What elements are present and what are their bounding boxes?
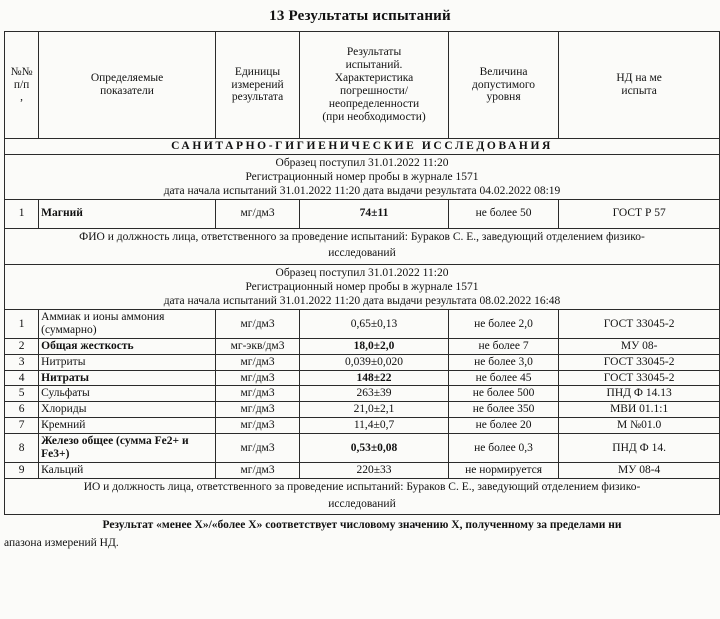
cell-unit: мг/дм3 (215, 310, 299, 339)
cell-unit: мг/дм3 (215, 418, 299, 434)
cell-limit: не более 3,0 (448, 354, 558, 370)
cell-nd: ПНД Ф 14. (559, 434, 720, 463)
cell-limit: не более 7 (448, 338, 558, 354)
cell-number: 7 (5, 418, 39, 434)
cell-nd: ГОСТ 33045-2 (559, 354, 720, 370)
table-row (5, 463, 720, 479)
column-header-limit (448, 32, 558, 139)
cell-indicator: Аммиак и ионы аммония (суммарно) (39, 310, 216, 339)
cell-number: 1 (5, 199, 39, 228)
cell-unit: мг-экв/дм3 (215, 338, 299, 354)
footnote (4, 515, 720, 551)
header-lim-line2: допустимого (472, 78, 536, 91)
cell-limit: не нормируется (448, 463, 558, 479)
table-header (5, 32, 720, 139)
cell-limit: не более 45 (448, 370, 558, 386)
test-dates-2: дата начала испытаний 31.01.2022 11:20 дата выдачи результата 08.02.2022 16:48 (163, 295, 561, 308)
header-num-line3: , (20, 91, 23, 104)
cell-unit: мг/дм3 (215, 370, 299, 386)
header-unit-line1: Единицы (234, 65, 281, 78)
header-num-line2: п/п (13, 78, 30, 91)
column-header-units (215, 32, 299, 139)
test-dates-1: дата начала испытаний 31.01.2022 11:20 дата выдачи результата 04.02.2022 08:19 (163, 184, 561, 197)
footnote-line1: Результат «менее Х»/«более Х» соответствует числовому значению Х, полученному за пределами ни (102, 519, 622, 532)
responsible-person-row-2 (5, 478, 720, 514)
cell-limit: не более 500 (448, 386, 558, 402)
responsible-line2: исследований (328, 247, 396, 260)
cell-result: 220±33 (300, 463, 449, 479)
page-title: 13 Результаты испытаний (269, 8, 451, 24)
table-row (5, 434, 720, 463)
table-row (5, 199, 720, 228)
table-body (5, 139, 720, 515)
cell-number: 5 (5, 386, 39, 402)
cell-number: 1 (5, 310, 39, 339)
responsible-line2: исследований (328, 497, 396, 510)
sample-meta-row-1 (5, 154, 720, 199)
cell-unit: мг/дм3 (215, 402, 299, 418)
cell-nd: МВИ 01.1:1 (559, 402, 720, 418)
registration-number-2: Регистрационный номер пробы в журнале 1571 (245, 281, 479, 294)
results-table (4, 31, 720, 515)
header-res-line5: неопределенности (328, 97, 420, 110)
cell-result: 21,0±2,1 (300, 402, 449, 418)
responsible-person-row-1 (5, 228, 720, 264)
cell-nd: МУ 08-4 (559, 463, 720, 479)
cell-indicator: Общая жесткость (39, 338, 216, 354)
header-unit-line3: результата (231, 91, 284, 104)
cell-indicator: Железо общее (сумма Fe2+ и Fe3+) (39, 434, 216, 463)
cell-limit: не более 20 (448, 418, 558, 434)
header-res-line1: Результаты (346, 46, 402, 59)
cell-result: 18,0±2,0 (300, 338, 449, 354)
cell-result: 74±11 (300, 199, 449, 228)
table-row (5, 338, 720, 354)
cell-indicator: Кремний (39, 418, 216, 434)
table-row (5, 386, 720, 402)
cell-nd: ГОСТ 33045-2 (559, 370, 720, 386)
cell-result: 263±39 (300, 386, 449, 402)
header-num-line1: №№ (10, 65, 33, 78)
cell-result: 0,65±0,13 (300, 310, 449, 339)
header-res-line3: Характеристика (334, 72, 414, 85)
cell-number: 4 (5, 370, 39, 386)
table-row (5, 310, 720, 339)
cell-result: 11,4±0,7 (300, 418, 449, 434)
cell-unit: мг/дм3 (215, 354, 299, 370)
cell-unit: мг/дм3 (215, 199, 299, 228)
header-lim-line1: Величина (479, 65, 528, 78)
header-name-line2: показатели (100, 85, 154, 97)
registration-number-1: Регистрационный номер пробы в журнале 1571 (245, 170, 479, 183)
cell-nd: ПНД Ф 14.13 (559, 386, 720, 402)
cell-limit: не более 2,0 (448, 310, 558, 339)
sample-received-1: Образец поступил 31.01.2022 11:20 (275, 156, 449, 169)
column-header-nd (559, 32, 720, 139)
sample-received-2: Образец поступил 31.01.2022 11:20 (275, 267, 449, 280)
responsible-line1: ИО и должность лица, ответственного за проведение испытаний: Бураков С. Е., заведующий отделением физико- (83, 480, 641, 493)
sample-meta-row-2 (5, 265, 720, 310)
header-res-line2: испытаний. (345, 59, 403, 72)
section-title: САНИТАРНО-ГИГИЕНИЧЕСКИЕ ИССЛЕДОВАНИЯ (5, 139, 720, 155)
cell-number: 6 (5, 402, 39, 418)
cell-unit: мг/дм3 (215, 463, 299, 479)
cell-unit: мг/дм3 (215, 386, 299, 402)
footnote-line2: апазона измерений НД. (4, 536, 119, 549)
cell-nd: ГОСТ 33045-2 (559, 310, 720, 339)
cell-indicator: Сульфаты (39, 386, 216, 402)
header-res-line6: (при необходимости) (322, 110, 426, 123)
column-header-indicator (39, 32, 216, 139)
cell-number: 8 (5, 434, 39, 463)
cell-limit: не более 0,3 (448, 434, 558, 463)
cell-limit: не более 350 (448, 402, 558, 418)
table-row (5, 418, 720, 434)
cell-indicator: Хлориды (39, 402, 216, 418)
column-header-number (5, 32, 39, 139)
column-header-results (300, 32, 449, 139)
cell-result: 0,039±0,020 (300, 354, 449, 370)
cell-number: 9 (5, 463, 39, 479)
section-title-row (5, 139, 720, 155)
table-row (5, 354, 720, 370)
header-lim-line3: уровня (486, 91, 521, 104)
cell-result: 0,53±0,08 (300, 434, 449, 463)
responsible-line1: ФИО и должность лица, ответственного за проведение испытаний: Бураков С. Е., заведующий отделением физико- (79, 230, 645, 243)
cell-indicator: Нитриты (39, 354, 216, 370)
cell-nd: ГОСТ Р 57 (559, 199, 720, 228)
table-row (5, 402, 720, 418)
header-nd-line1: НД на ме (616, 72, 662, 85)
cell-indicator: Нитраты (39, 370, 216, 386)
header-name-line1: Определяемые (90, 72, 164, 85)
cell-nd: М №01.0 (559, 418, 720, 434)
cell-unit: мг/дм3 (215, 434, 299, 463)
cell-indicator: Кальций (39, 463, 216, 479)
table-row (5, 370, 720, 386)
cell-limit: не более 50 (448, 199, 558, 228)
cell-nd: МУ 08- (559, 338, 720, 354)
cell-result: 148±22 (300, 370, 449, 386)
header-unit-line2: измерений (231, 78, 284, 91)
cell-number: 2 (5, 338, 39, 354)
header-nd-line2: испыта (621, 85, 657, 97)
cell-number: 3 (5, 354, 39, 370)
cell-indicator: Магний (39, 199, 216, 228)
header-res-line4: погрешности/ (340, 85, 409, 97)
